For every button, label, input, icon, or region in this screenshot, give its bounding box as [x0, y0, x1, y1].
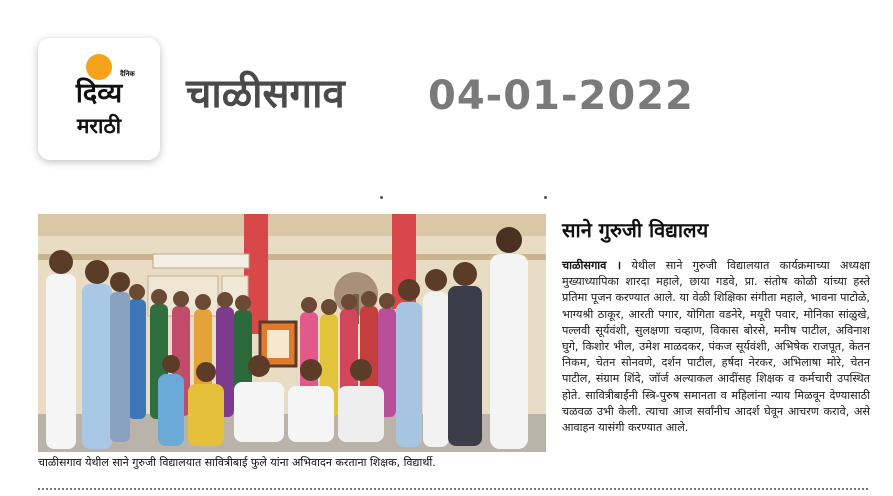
logo-brand-line1: दिव्य: [75, 78, 123, 109]
logo-brand-line2: मराठी: [76, 114, 122, 138]
logo-tagline: दैनिक: [120, 70, 135, 78]
divider-dot: [544, 196, 547, 199]
divya-marathi-logo: [38, 38, 160, 160]
photo-caption: चाळीसगाव येथील साने गुरुजी विद्यालयात सावित्रीबाई फुले यांना अभिवादन करताना शिक्षक, विद्यार्थी.: [38, 456, 436, 469]
divider-dot: [380, 196, 383, 199]
news-photo: [38, 214, 546, 452]
bottom-dotted-rule: [38, 488, 868, 490]
edition-city: चाळीसगाव: [186, 71, 345, 117]
article-dateline: चाळीसगाव ।: [562, 259, 622, 272]
sun-icon: [86, 54, 112, 80]
article-text: येथील साने गुरुजी विद्यालयात कार्यक्रमाच्या अध्यक्षा मुख्याध्यापिका शारदा महाले, छाया गडवे, प्रा. संतोष कोळी यांच्या हस्ते प्रतिमा पूजन करण्यात आले. या वेळी शिक्षिका संगीता महाले, भावना पाटोळे, भाग्यश्री ठाकूर, आरती पगार, योगिता वडनेरे, मयूरी पवार, मोनिका सांळुखे, पल्लवी सूर्यवंशी, सुलक्षणा चव्हाण, विकास बोरसे, मनीष पाटील, अविनाश घुगे, किशोर भील, उमेश माळदकर, पंकज सूर्यवंशी, अभिषेक राजपूत, केतन निकम, चेतन सोनवणे, दर्शन पाटील, हर्षदा नेरकर, अभिलाषा मोरे, चेतन पाटील, संग्राम शिंदे, जॉर्ज अल्याकल आदींसह शिक्षक व कर्मचारी उपस्थित होते. सावित्रीबाईंनी स्त्रि-पुरुष समानता व महिलांना न्याय मिळवून देण्यासाठी चळवळ उभी केली. त्याचा आज सर्वांनीच आदर्श घेवून आचरण करावे, असे आवाहन यासंगी करण्यात आले.: [562, 259, 870, 435]
article-headline: साने गुरुजी विद्यालय: [562, 218, 709, 242]
article-body: [562, 258, 870, 436]
edition-date: 04-01-2022: [428, 73, 694, 119]
group-photo-illustration: [38, 214, 546, 452]
